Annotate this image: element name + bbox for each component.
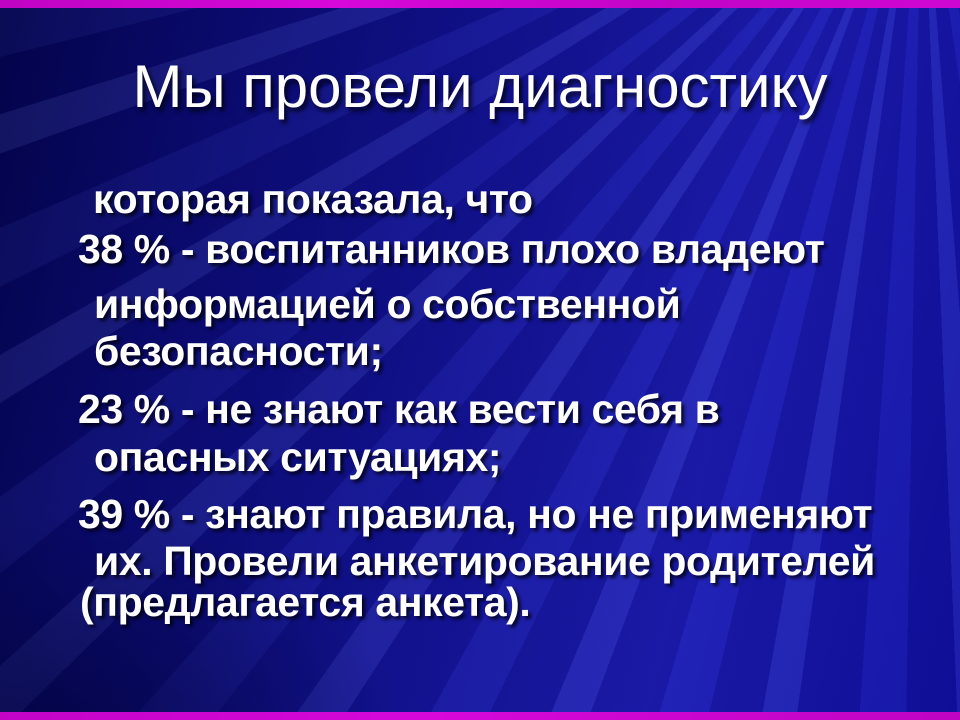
body-line-stat-38-end: безопасности;	[94, 328, 383, 374]
body-line-stat-38-cont: информацией о собственной	[94, 281, 681, 327]
bottom-border-bar	[0, 712, 960, 720]
body-line-intro: которая показала, что	[93, 176, 533, 222]
body-line-stat-39-cont: их. Провели анкетирование родителей	[94, 538, 875, 584]
body-line-stat-23-end: опасных ситуациях;	[94, 434, 502, 480]
top-border-bar	[0, 0, 960, 8]
slide-title: Мы провели диагностику	[132, 53, 828, 120]
body-line-stat-23: 23 % - не знают как вести себя в	[78, 386, 720, 432]
body-line-stat-39: 39 % - знают правила, но не применяют	[78, 491, 873, 537]
body-line-stat-38: 38 % - воспитанников плохо владеют	[78, 226, 825, 272]
body-line-stat-39-end: (предлагается анкета).	[80, 579, 531, 625]
